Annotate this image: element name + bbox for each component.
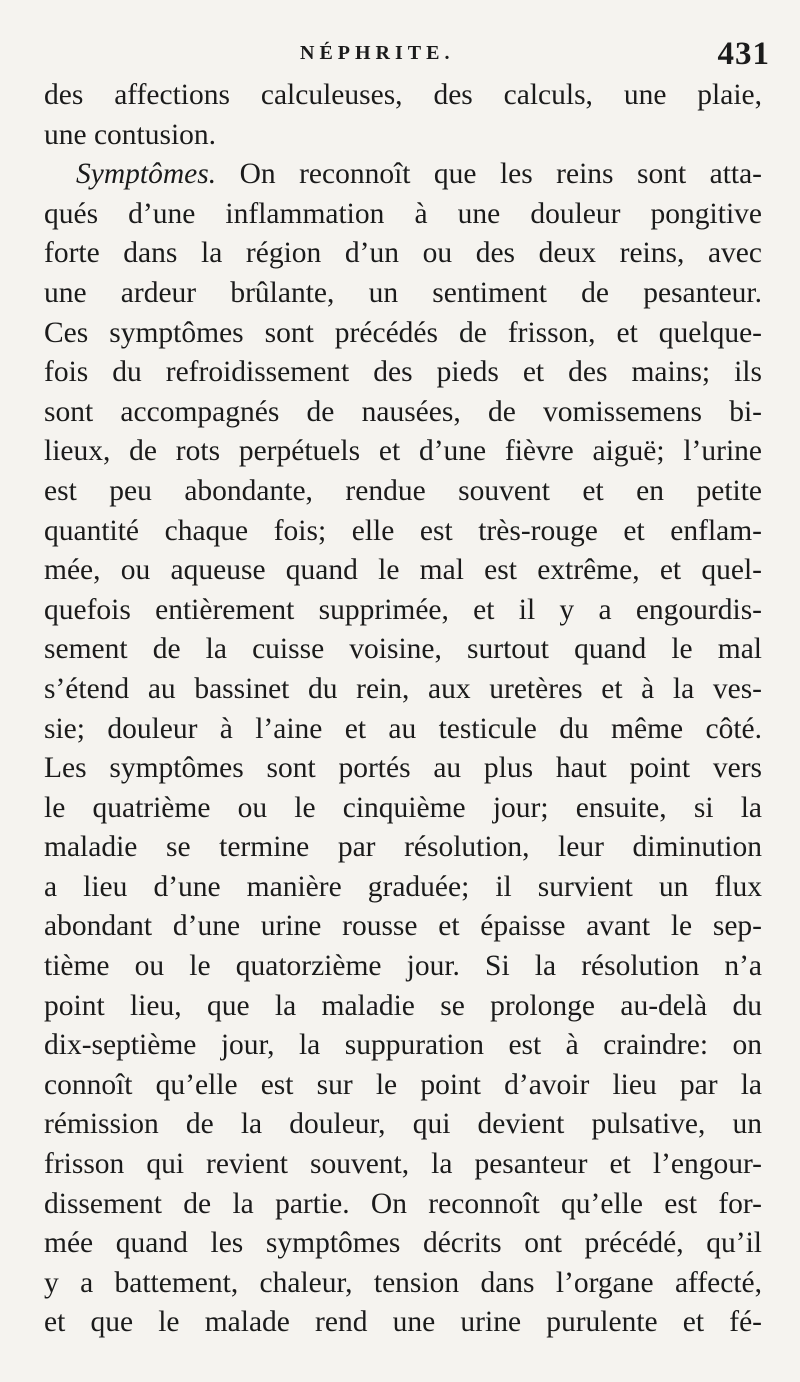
text-line: abondant d’une urine rousse et épaisse avant le sep-: [44, 910, 762, 943]
body-text: [44, 76, 762, 1343]
running-title: NÉPHRITE.: [300, 42, 455, 64]
text-line: maladie se termine par résolution, leur diminution: [44, 831, 762, 864]
text-line: dissement de la partie. On reconnoît qu’elle est for-: [44, 1187, 762, 1220]
text-line: rémission de la douleur, qui devient pulsative, un: [44, 1108, 762, 1141]
text-line: des affections calculeuses, des calculs, une plaie,: [44, 79, 762, 111]
text-line: sement de la cuisse voisine, surtout quand le mal: [44, 633, 762, 666]
text-line: fois du refroidissement des pieds et des mains; ils: [44, 356, 762, 389]
text-line: point lieu, que la maladie se prolonge au-delà du: [44, 989, 762, 1022]
text-line: qués d’une inflammation à une douleur pongitive: [44, 197, 762, 230]
text-line: dix-septième jour, la suppuration est à craindre: on: [44, 1029, 762, 1062]
text-line: [44, 155, 762, 195]
text-line: frisson qui revient souvent, la pesanteur et l’engour-: [44, 1148, 762, 1181]
text-line: mée, ou aqueuse quand le mal est extrême, et quel-: [44, 554, 762, 587]
text-line: s’étend au bassinet du rein, aux uretères et à la ves-: [44, 672, 762, 705]
page-number: 431: [717, 36, 770, 72]
text-line: quefois entièrement supprimée, et il y a engourdis-: [44, 593, 762, 626]
text-line: le quatrième ou le cinquième jour; ensuite, si la: [44, 791, 762, 824]
text-line: lieux, de rots perpétuels et d’une fièvre aiguë; l’urine: [44, 435, 762, 468]
text-line: sont accompagnés de nausées, de vomissemens bi-: [44, 395, 762, 428]
text-line: Les symptômes sont portés au plus haut point vers: [44, 752, 762, 785]
text-line: quantité chaque fois; elle est très-rouge et enflam-: [44, 514, 762, 547]
text-line: connoît qu’elle est sur le point d’avoir lieu par la: [44, 1068, 762, 1101]
text-line: sie; douleur à l’aine et au testicule du même côté.: [44, 712, 762, 745]
section-heading: Symptômes.: [76, 158, 217, 191]
text-line: forte dans la région d’un ou des deux reins, avec: [44, 237, 762, 270]
text-line: a lieu d’une manière graduée; il survient un flux: [44, 870, 762, 903]
text-line: et que le malade rend une urine purulente et fé-: [44, 1306, 762, 1339]
text-line: une ardeur brûlante, un sentiment de pesanteur.: [44, 276, 762, 309]
text-line: une contusion.: [44, 118, 217, 151]
text-line: mée quand les symptômes décrits ont précédé, qu’il: [44, 1227, 762, 1260]
text-line: tième ou le quatorzième jour. Si la résolution n’a: [44, 950, 762, 983]
text-line: Ces symptômes sont précédés de frisson, et quelque-: [44, 316, 762, 349]
text-line: est peu abondante, rendue souvent et en petite: [44, 474, 762, 507]
text-fragment: On reconnoît que les reins sont atta-: [239, 158, 762, 191]
text-line: y a battement, chaleur, tension dans l’organe affecté,: [44, 1266, 762, 1299]
